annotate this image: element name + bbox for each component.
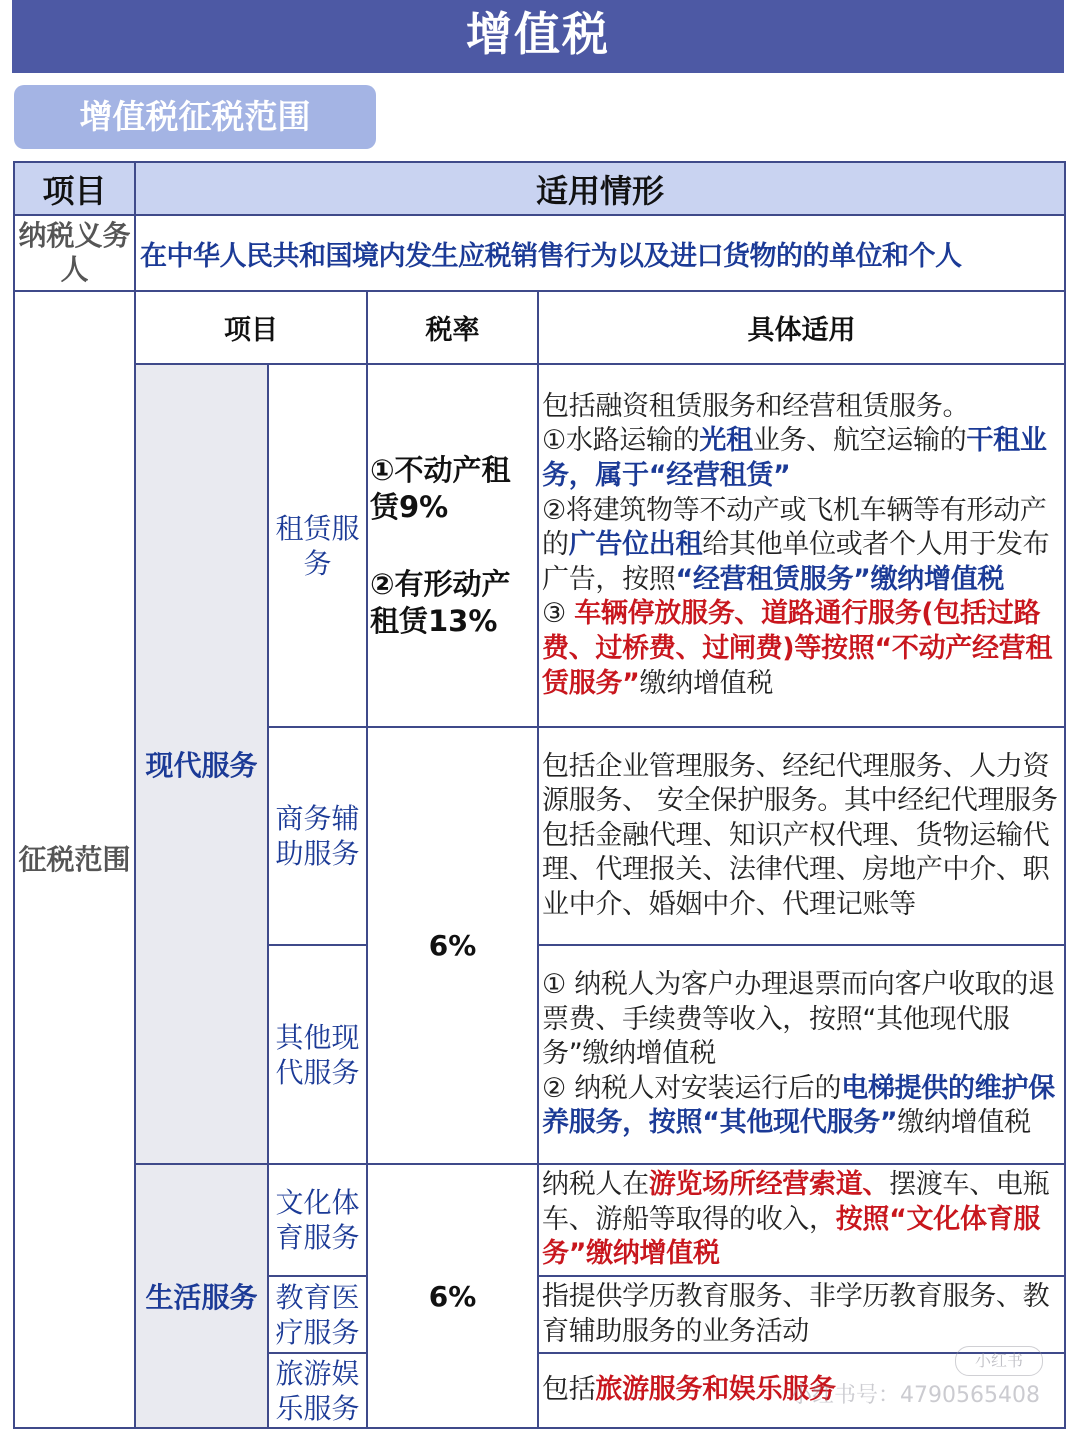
rental-desc-2b: 广告位出租	[568, 529, 703, 561]
rate-rental-real-estate: ①不动产租赁9%	[370, 452, 511, 524]
sub-header-detail: 具体适用	[538, 291, 1065, 364]
desc-rental	[538, 364, 1065, 727]
item-rental-services: 租赁服务	[268, 364, 367, 727]
rate-modern-6: 6%	[367, 727, 538, 1164]
item-other-modern-services: 其他现代服务	[268, 945, 367, 1164]
culture-desc-3: 摆渡车、电瓶车、游船等取得的收入，	[542, 1169, 1050, 1235]
category-life-services: 生活服务	[135, 1164, 268, 1428]
section-title: 增值税征税范围	[14, 85, 376, 149]
item-business-aux-services: 商务辅助服务	[268, 727, 367, 945]
culture-desc-4: 按照“文化体育服务”缴纳增值税	[542, 1203, 1041, 1270]
rental-desc-1b: 光租	[699, 425, 753, 457]
rental-desc-1d: 干租业务，属于“经营租赁”	[542, 425, 1047, 492]
rental-desc-3b: 车辆停放服务、道路通行服务(包括过路费、过桥费、过闸费)等按照“不动产经营租赁服务”	[542, 598, 1053, 699]
rental-desc-2d: “经营租赁服务”缴纳增值税	[675, 563, 1005, 595]
watermark-text: 小红书号：4790565408	[790, 1383, 1040, 1408]
item-culture-sports: 文化体育服务	[268, 1164, 367, 1276]
sub-header-item: 项目	[135, 291, 367, 364]
scope-label: 征税范围	[14, 291, 135, 1428]
taxpayer-text: 在中华人民共和国境内发生应税销售行为以及进口货物的的单位和个人	[135, 215, 1065, 291]
culture-desc-2: 游览场所经营索道、	[648, 1169, 890, 1201]
watermark-badge: 小红书	[955, 1346, 1043, 1376]
rental-desc-2c: 给其他单位或者个人用于发布广告，按照	[542, 529, 1050, 595]
page-title: 增值税	[12, 0, 1064, 73]
desc-business-aux: 包括企业管理服务、经纪代理服务、人力资源服务、 安全保护服务。其中经纪代理服务包括金融代理、知识产权代理、货物运输代理、代理报关、法律代理、房地产中介、职业中介、婚姻中介、代理记账等	[538, 727, 1065, 945]
sub-header-rate: 税率	[367, 291, 538, 364]
item-education-medical: 教育医疗服务	[268, 1276, 367, 1353]
taxpayer-label: 纳税义务人	[14, 215, 135, 291]
rate-life-6: 6%	[367, 1164, 538, 1428]
rental-desc-1c: 业务、航空运输的	[752, 425, 967, 457]
header-situation: 适用情形	[135, 162, 1065, 215]
culture-desc-1: 纳税人在	[542, 1169, 649, 1201]
rate-rental-movable: ②有形动产租赁13%	[370, 566, 511, 638]
vat-scope-table	[13, 161, 1066, 1429]
category-modern-services: 现代服务	[135, 364, 268, 1164]
rate-rental	[367, 364, 538, 727]
rental-desc-2a: ②将建筑物等不动产或飞机车辆等有形动产的	[542, 494, 1047, 561]
travel-desc-1: 包括	[542, 1374, 596, 1406]
desc-education-medical: 指提供学历教育服务、非学历教育服务、教育辅助服务的业务活动	[538, 1276, 1065, 1353]
header-item: 项目	[14, 162, 135, 215]
desc-culture-sports	[538, 1164, 1065, 1276]
other-desc-2c: 缴纳增值税	[897, 1107, 1031, 1139]
item-travel-entertainment: 旅游娱乐服务	[268, 1353, 367, 1428]
rental-desc-3c: 缴纳增值税	[639, 667, 774, 699]
rental-desc-1a: ①水路运输的	[542, 425, 700, 457]
other-desc-1: ① 纳税人为客户办理退票而向客户收取的退票费、手续费等收入，按照“其他现代服务”缴纳增值税	[542, 969, 1055, 1070]
other-desc-2b: 电梯提供的维护保养服务，按照“其他现代服务”	[542, 1072, 1055, 1139]
other-desc-2a: ② 纳税人对安装运行后的	[542, 1072, 842, 1104]
desc-other-modern	[538, 945, 1065, 1164]
travel-desc-2: 旅游服务和娱乐服务	[595, 1374, 836, 1406]
rental-desc-3a: ③	[542, 598, 575, 630]
rental-desc-intro: 包括融资租赁服务和经营租赁服务。	[542, 390, 970, 422]
